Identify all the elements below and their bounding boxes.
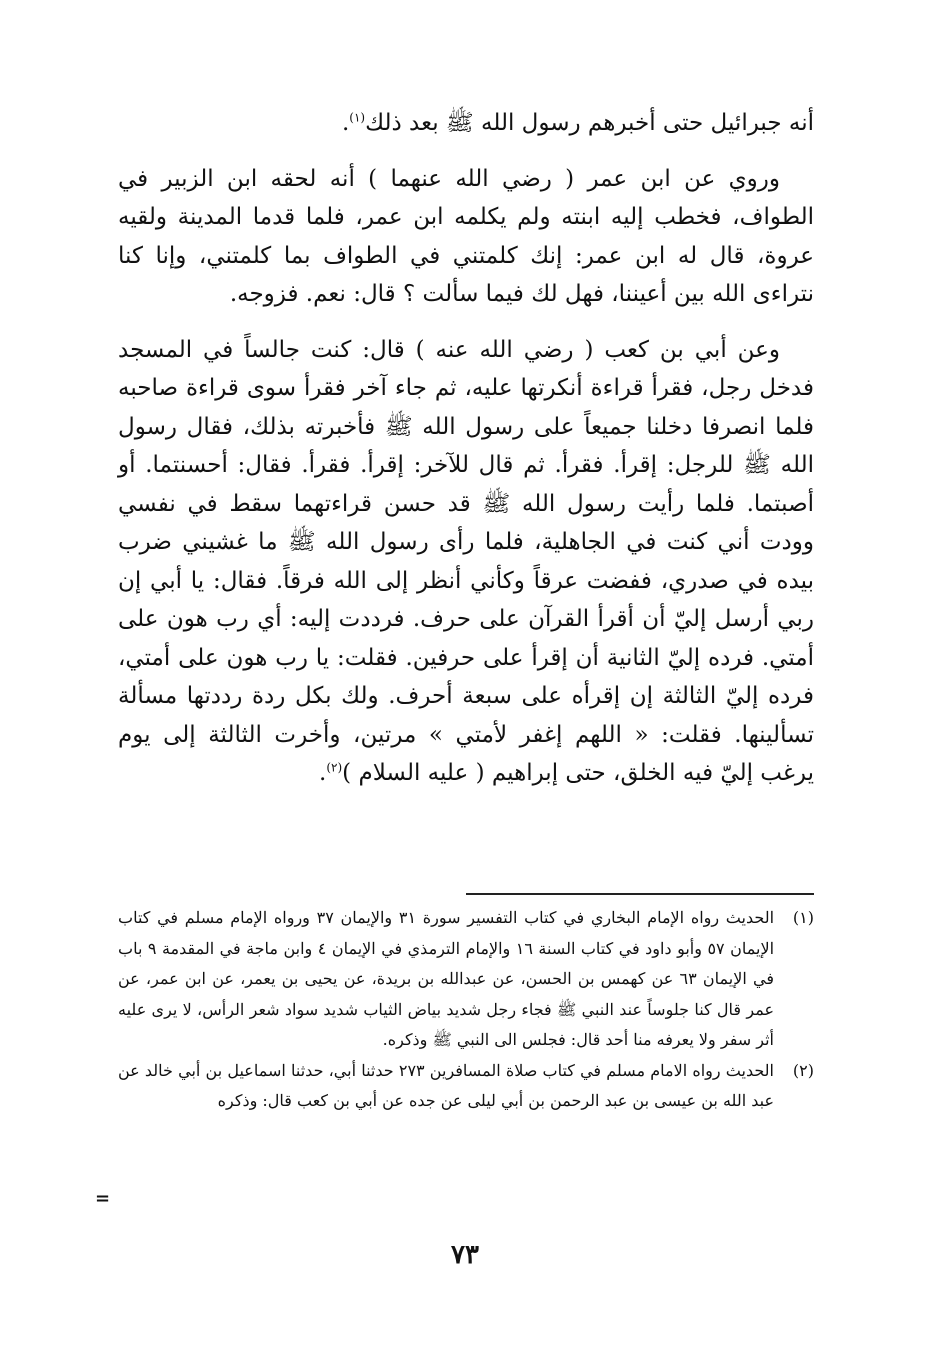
- footnote-2-text: الحديث رواه الامام مسلم في كتاب صلاة المسافرين ٢٧٣ حدثنا أبي، حدثنا اسماعيل بن أبي خالد عن عبد الله بن عيسى بن عبد الرحمن بن أبي ليلى عن جده عن أبي بن كعب قال: وذكره: [118, 1060, 774, 1110]
- continuation-mark: =: [95, 1188, 111, 1209]
- paragraph-3: [118, 331, 814, 793]
- paragraph-3-end: .: [319, 760, 327, 786]
- page-number: ٧٣: [451, 1240, 479, 1270]
- paragraph-1-end: .: [341, 110, 350, 136]
- footnote-ref-2[interactable]: (٢): [326, 760, 343, 775]
- footnote-ref-1[interactable]: (١): [349, 110, 366, 125]
- footnotes: [118, 903, 814, 1117]
- footnote-2-number: (٢): [792, 1060, 814, 1080]
- footnote-1: [118, 903, 814, 1056]
- paragraph-1: [118, 104, 814, 143]
- footnote-1-number: (١): [792, 908, 814, 927]
- paragraph-2: وروي عن ابن عمر ( رضي الله عنهما ) أنه لحقه ابن الزبير في الطواف، فخطب إليه ابنته ولم يكلمه ابن عمر، فلما قدما المدينة ولقيه عروة، قال له ابن عمر: إنك كلمتني في الطواف بما كلمتني، وإنا كنا نتراءى الله بين أعيننا، فهل لك فيما سألت ؟ قال: نعم. فزوجه.: [118, 165, 814, 307]
- footnote-2: [118, 1056, 814, 1117]
- paragraph-1-text: أنه جبرائيل حتى أخبرهم رسول الله ﷺ بعد ذلك: [365, 110, 814, 136]
- footnote-divider: [466, 893, 814, 895]
- paragraph-3-text: وعن أبي بن كعب ( رضي الله عنه ) قال: كنت جالساً في المسجد فدخل رجل، فقرأ قراءة أنكرتها عليه، ثم جاء آخر فقرأ سوى قراءة صاحبه فلما انصرفا دخلنا جميعاً على رسول الله ﷺ فأخبرته بذلك، فقال رسول الله ﷺ للرجل: إقرأ. فقرأ. ثم قال للآخر: إقرأ. فقرأ. فقال: أحسنتما. أو أصبتما. فلما رأيت رسول الله ﷺ قد حسن قراءتهما سقط في نفسي وودت أني كنت في الجاهلية، فلما رأى رسول الله ﷺ ما غشيني ضرب بيده في صدري، ففضت عرقاً وكأني أنظر إلى الله فرقاً. فقال: يا أبي إن ربي أرسل إليّ أن أقرأ القرآن على حرف. فرددت إليه: أي رب هون على أمتي. فرده إليّ الثانية أن إقرأ على حرفين. فقلت: يا رب هون على أمتي، فرده إليّ الثالثة إن إقرأه على سبعة أحرف. ولك بكل ردة رددتها مسألة تسألينها. فقلت: « اللهم إغفر لأمتي » مرتين، وأخرت الثالثة إلى يوم يرغب إليّ فيه الخلق، حتى إبراهيم ( عليه السلام ): [118, 336, 814, 786]
- main-text: [118, 104, 814, 810]
- footnote-1-text: الحديث رواه الإمام البخاري في كتاب التفسير سورة ٣١ والإيمان ٣٧ ورواه الإمام مسلم في كتاب الإيمان ٥٧ وأبو داود في كتاب السنة ١٦ والإمام الترمذي في الإيمان ٤ وابن ماجة في المقدمة ٩ باب في الإيمان ٦٣ عن كهمس بن الحسن، عن عبدالله بن بريدة، عن يحيى بن يعمر، عن ابن عمر، عن عمر قال كنا جلوساً عند النبي ﷺ فجاء رجل شديد بياض الثياب شديد سواد شعر الرأس، لا يرى عليه أثر سفر ولا يعرفه منا أحد قال: فجلس الى النبي ﷺ وذكره.: [118, 908, 775, 1049]
